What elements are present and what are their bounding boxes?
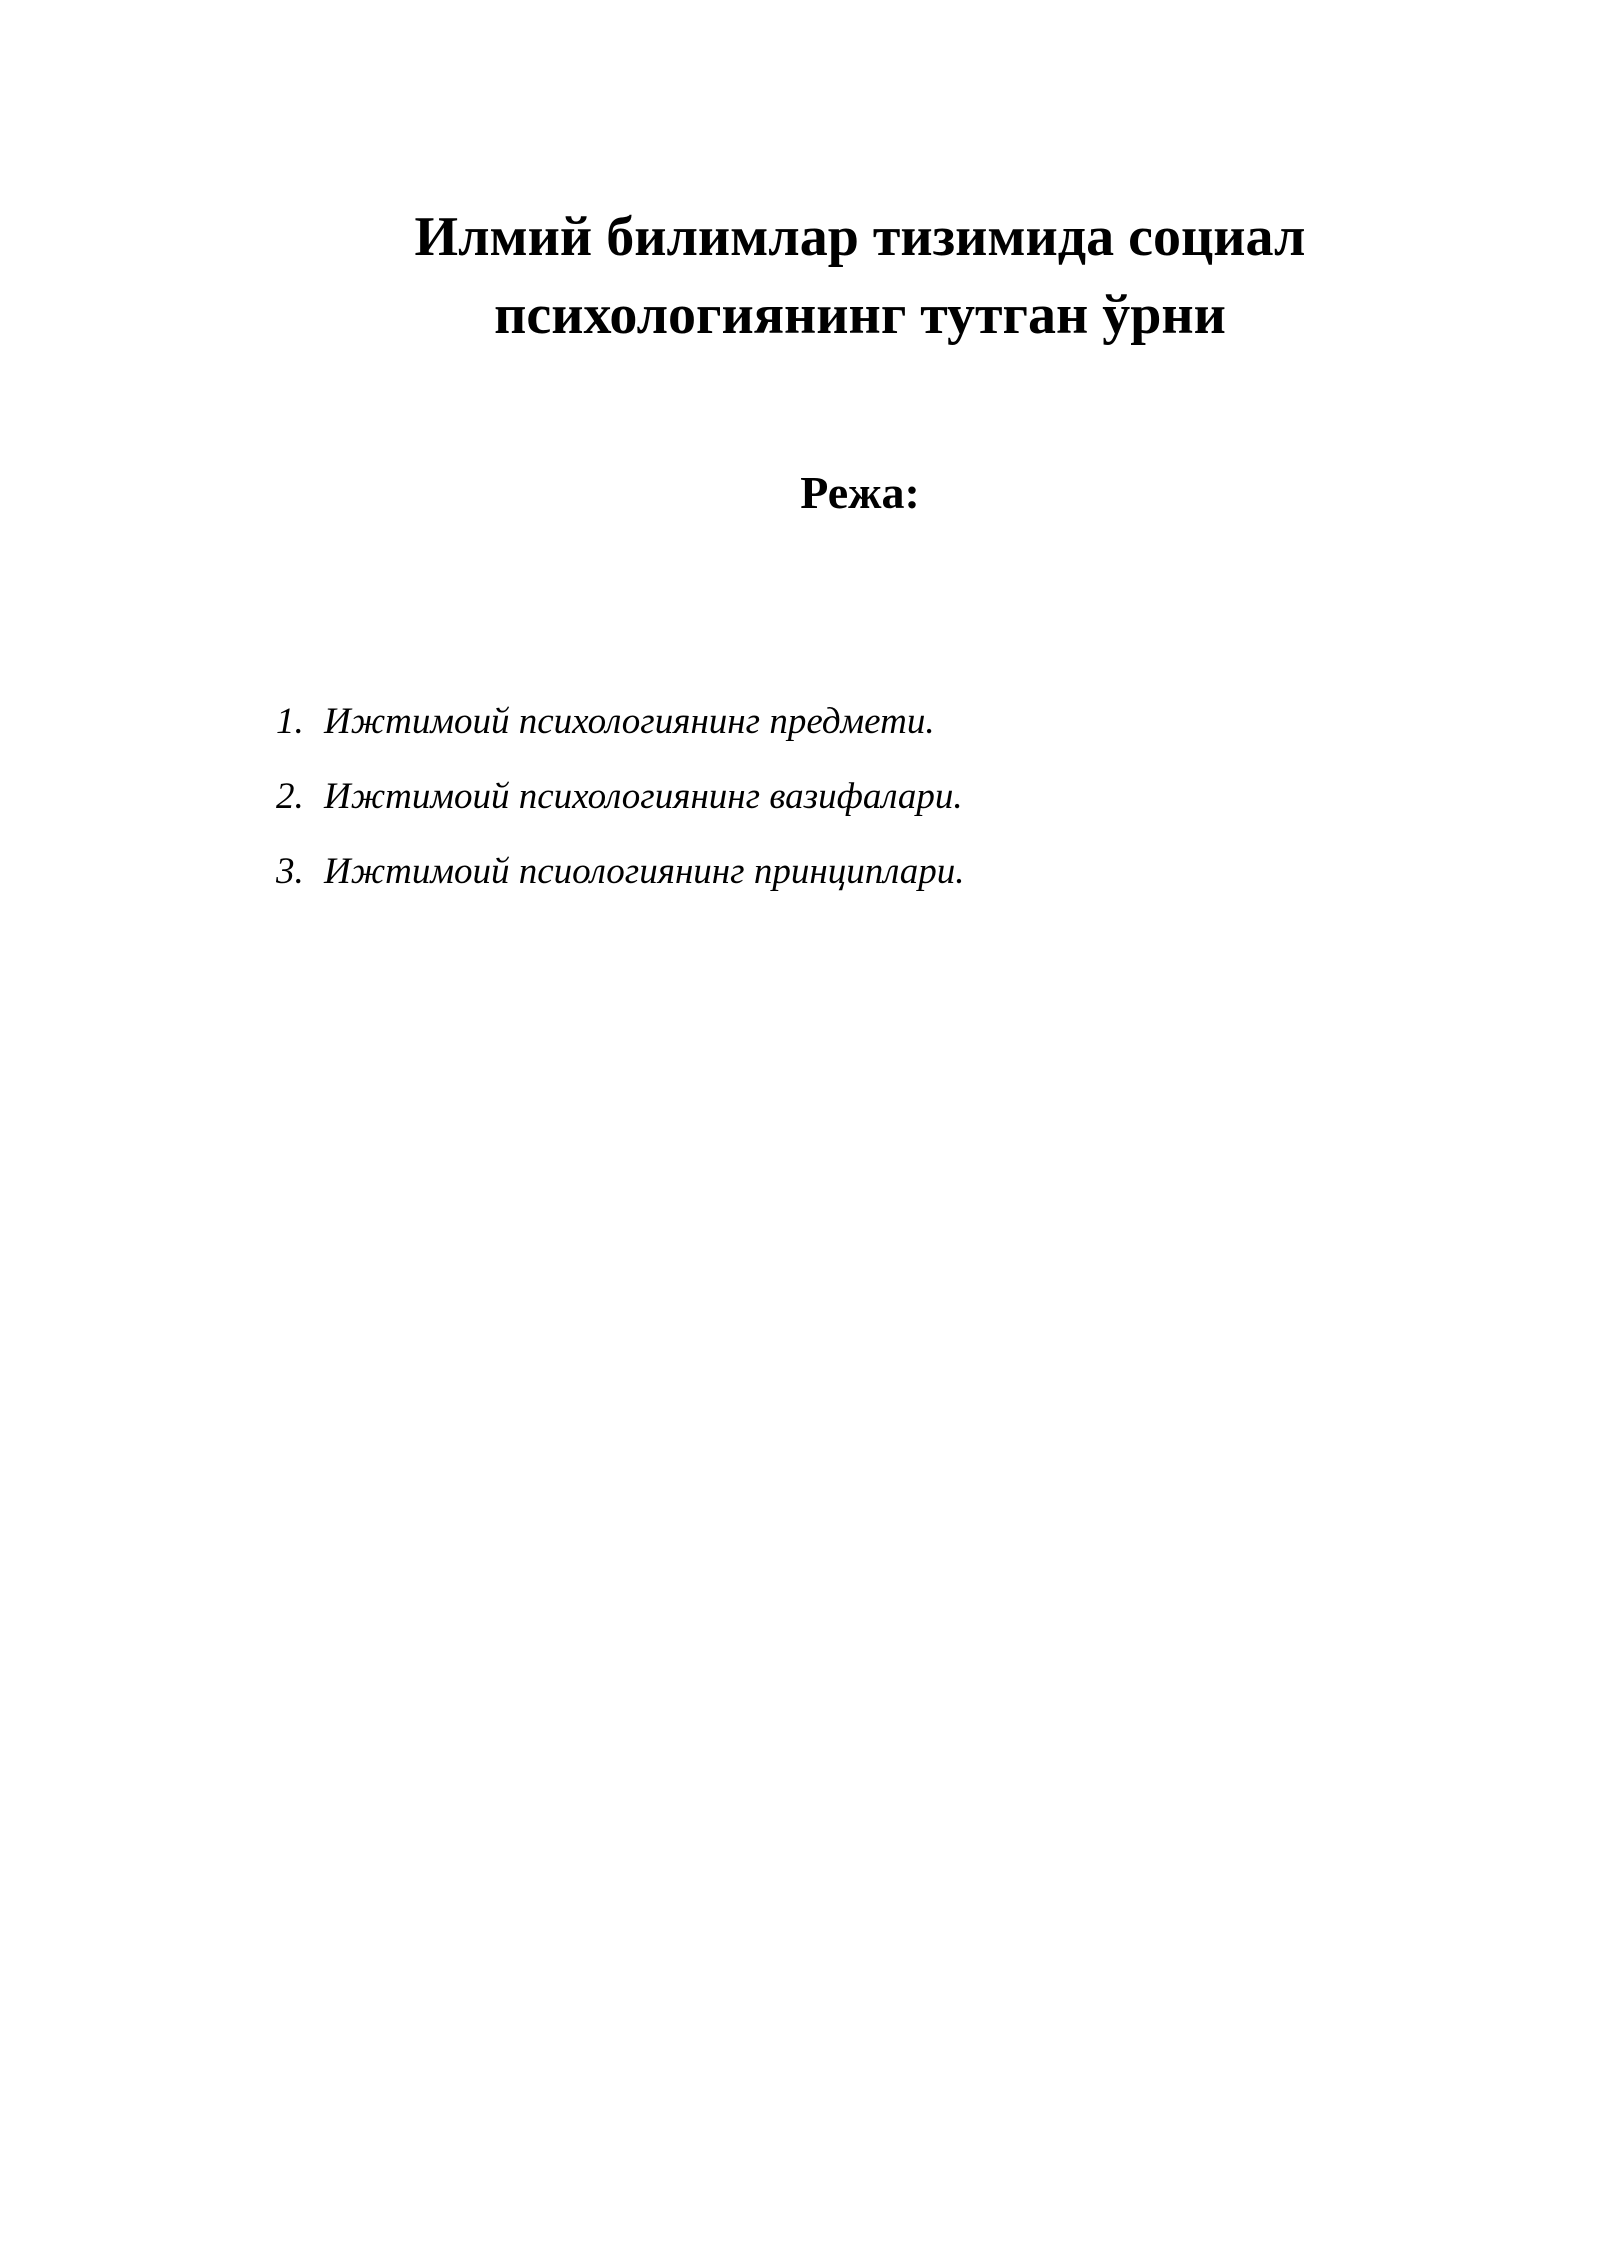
plan-item-number: 2.: [276, 776, 304, 817]
plan-heading: Режа:: [800, 467, 920, 518]
plan-item-2: [276, 767, 1376, 842]
plan-item-1: [276, 692, 1376, 767]
plan-item-number: 3.: [276, 851, 304, 892]
plan-item-3: [276, 842, 1376, 917]
plan-item-text: Ижтимоий психологиянинг предмети.: [324, 701, 935, 742]
document-title: [330, 198, 1390, 354]
plan-item-text: Ижтимоий психологиянинг вазифалари.: [324, 776, 963, 817]
title-line-2: психологиянинг тутган ўрни: [494, 284, 1226, 346]
plan-list: [276, 692, 1376, 917]
title-line-1: Илмий билимлар тизимида социал: [414, 206, 1306, 268]
plan-item-text: Ижтимоий псиологиянинг принциплари.: [324, 851, 965, 892]
plan-item-number: 1.: [276, 701, 304, 742]
